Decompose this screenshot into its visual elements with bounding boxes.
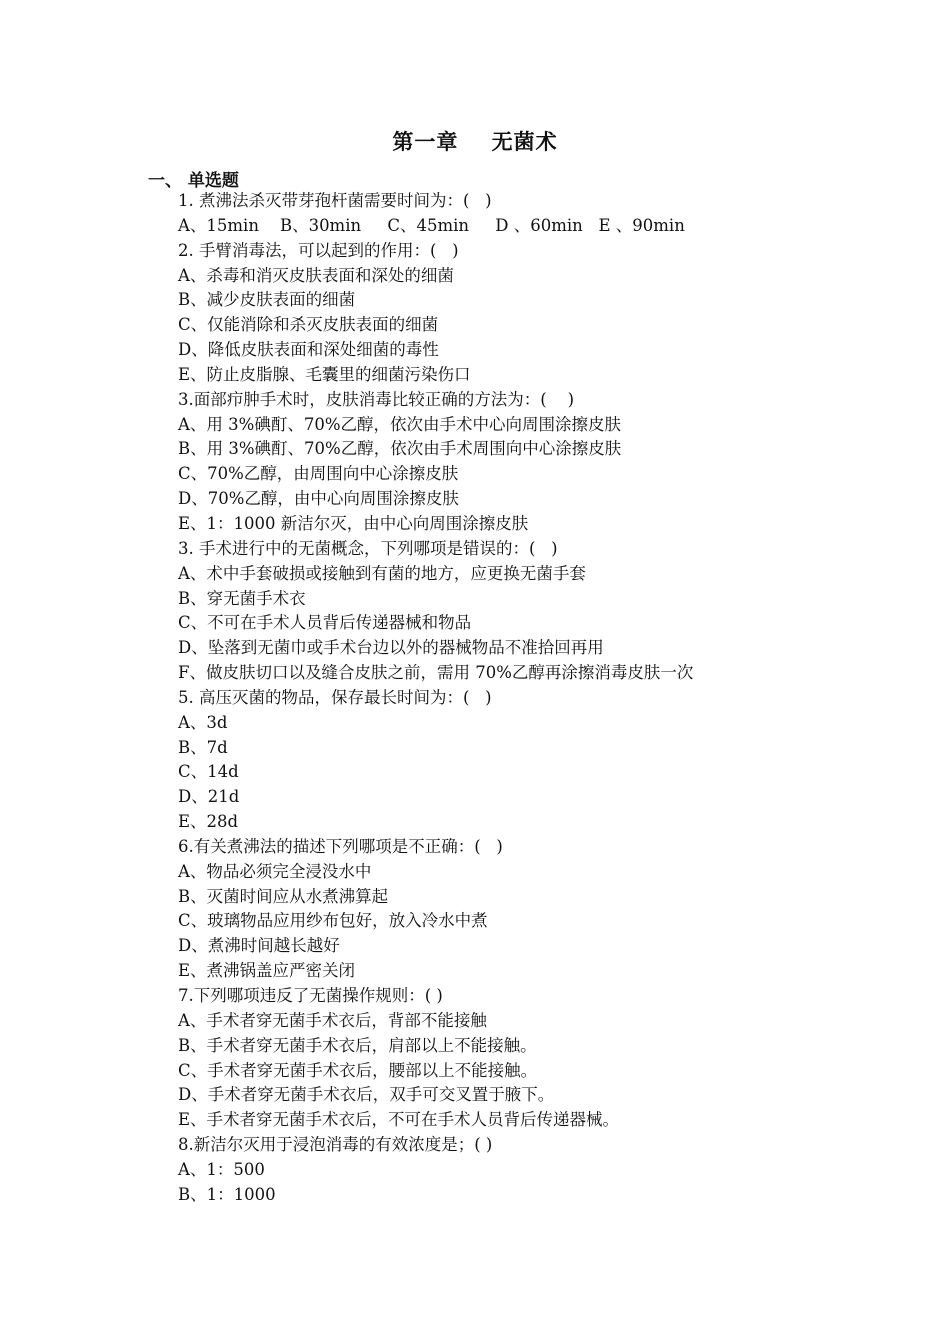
answer-option: D、煮沸时间越长越好 (178, 936, 340, 956)
question-text: 1. 煮沸法杀灭带芽孢杆菌需要时间为：( ) (178, 191, 492, 210)
question-list (178, 189, 918, 1208)
question-text: 6.有关煮沸法的描述下列哪项是不正确：( ) (178, 836, 503, 856)
answer-option: C、玻璃物品应用纱布包好，放入冷水中煮 (178, 911, 488, 931)
answer-option: A、1：500 (178, 1159, 265, 1179)
answer-option: B、1：1000 (178, 1184, 276, 1204)
answer-option: B、7d (178, 737, 228, 757)
answer-options: A、15min B、30min C、45min D 、60min E 、90min (178, 215, 685, 235)
answer-option: C、仅能消除和杀灭皮肤表面的细菌 (178, 315, 439, 335)
question-text: 2. 手臂消毒法，可以起到的作用：( ) (178, 240, 459, 260)
answer-option: B、灭菌时间应从水煮沸算起 (178, 886, 389, 906)
answer-option: B、穿无菌手术衣 (178, 588, 306, 608)
question-text: 3. 手术进行中的无菌概念，下列哪项是错误的：( ) (178, 538, 558, 558)
answer-option: B、用 3%碘酊、70%乙醇，依次由手术周围向中心涂擦皮肤 (178, 439, 622, 459)
answer-option: E、手术者穿无菌手术衣后，不可在手术人员背后传递器械。 (178, 1110, 620, 1130)
answer-option: E、28d (178, 812, 239, 832)
answer-option: E、煮沸锅盖应严密关闭 (178, 961, 356, 981)
answer-option: A、用 3%碘酊、70%乙醇，依次由手术中心向周围涂擦皮肤 (178, 414, 622, 434)
answer-option: D、降低皮肤表面和深处细菌的毒性 (178, 340, 439, 360)
answer-option: E、1：1000 新洁尔灭，由中心向周围涂擦皮肤 (178, 513, 529, 533)
question-text: 7.下列哪项违反了无菌操作规则：( ) (178, 986, 443, 1005)
chapter-title: 第一章 无菌术 (392, 129, 558, 154)
answer-option: A、杀毒和消灭皮肤表面和深处的细菌 (178, 265, 454, 285)
answer-option: C、70%乙醇，由周围向中心涂擦皮肤 (178, 464, 459, 484)
question-text: 3.面部疖肿手术时，皮肤消毒比较正确的方法为：( ) (178, 389, 575, 409)
answer-option: C、不可在手术人员背后传递器械和物品 (178, 613, 472, 633)
answer-option: D、21d (178, 787, 240, 807)
answer-option: D、手术者穿无菌手术衣后，双手可交叉置于腋下。 (178, 1085, 555, 1105)
answer-option: E、防止皮脂腺、毛囊里的细菌污染伤口 (178, 364, 471, 384)
answer-option: A、物品必须完全浸没水中 (178, 861, 372, 881)
section-heading: 一、 单选题 (148, 171, 239, 191)
question-text: 5. 高压灭菌的物品，保存最长时间为：( ) (178, 687, 492, 707)
answer-option: D、坠落到无菌巾或手术台边以外的器械物品不准拾回再用 (178, 638, 604, 658)
answer-option: C、手术者穿无菌手术衣后，腰部以上不能接触。 (178, 1060, 538, 1080)
answer-option: C、14d (178, 762, 239, 782)
answer-option: A、术中手套破损或接触到有菌的地方，应更换无菌手套 (178, 563, 586, 583)
answer-option: B、减少皮肤表面的细菌 (178, 290, 356, 310)
answer-option: F、做皮肤切口以及缝合皮肤之前，需用 70%乙醇再涂擦消毒皮肤一次 (178, 663, 694, 683)
answer-option: A、3d (178, 712, 228, 732)
answer-option: A、手术者穿无菌手术衣后，背部不能接触 (178, 1010, 487, 1030)
answer-option: D、70%乙醇，由中心向周围涂擦皮肤 (178, 489, 459, 509)
question-text: 8.新洁尔灭用于浸泡消毒的有效浓度是；( ) (178, 1135, 493, 1155)
answer-option: B、手术者穿无菌手术衣后，肩部以上不能接触。 (178, 1035, 537, 1055)
